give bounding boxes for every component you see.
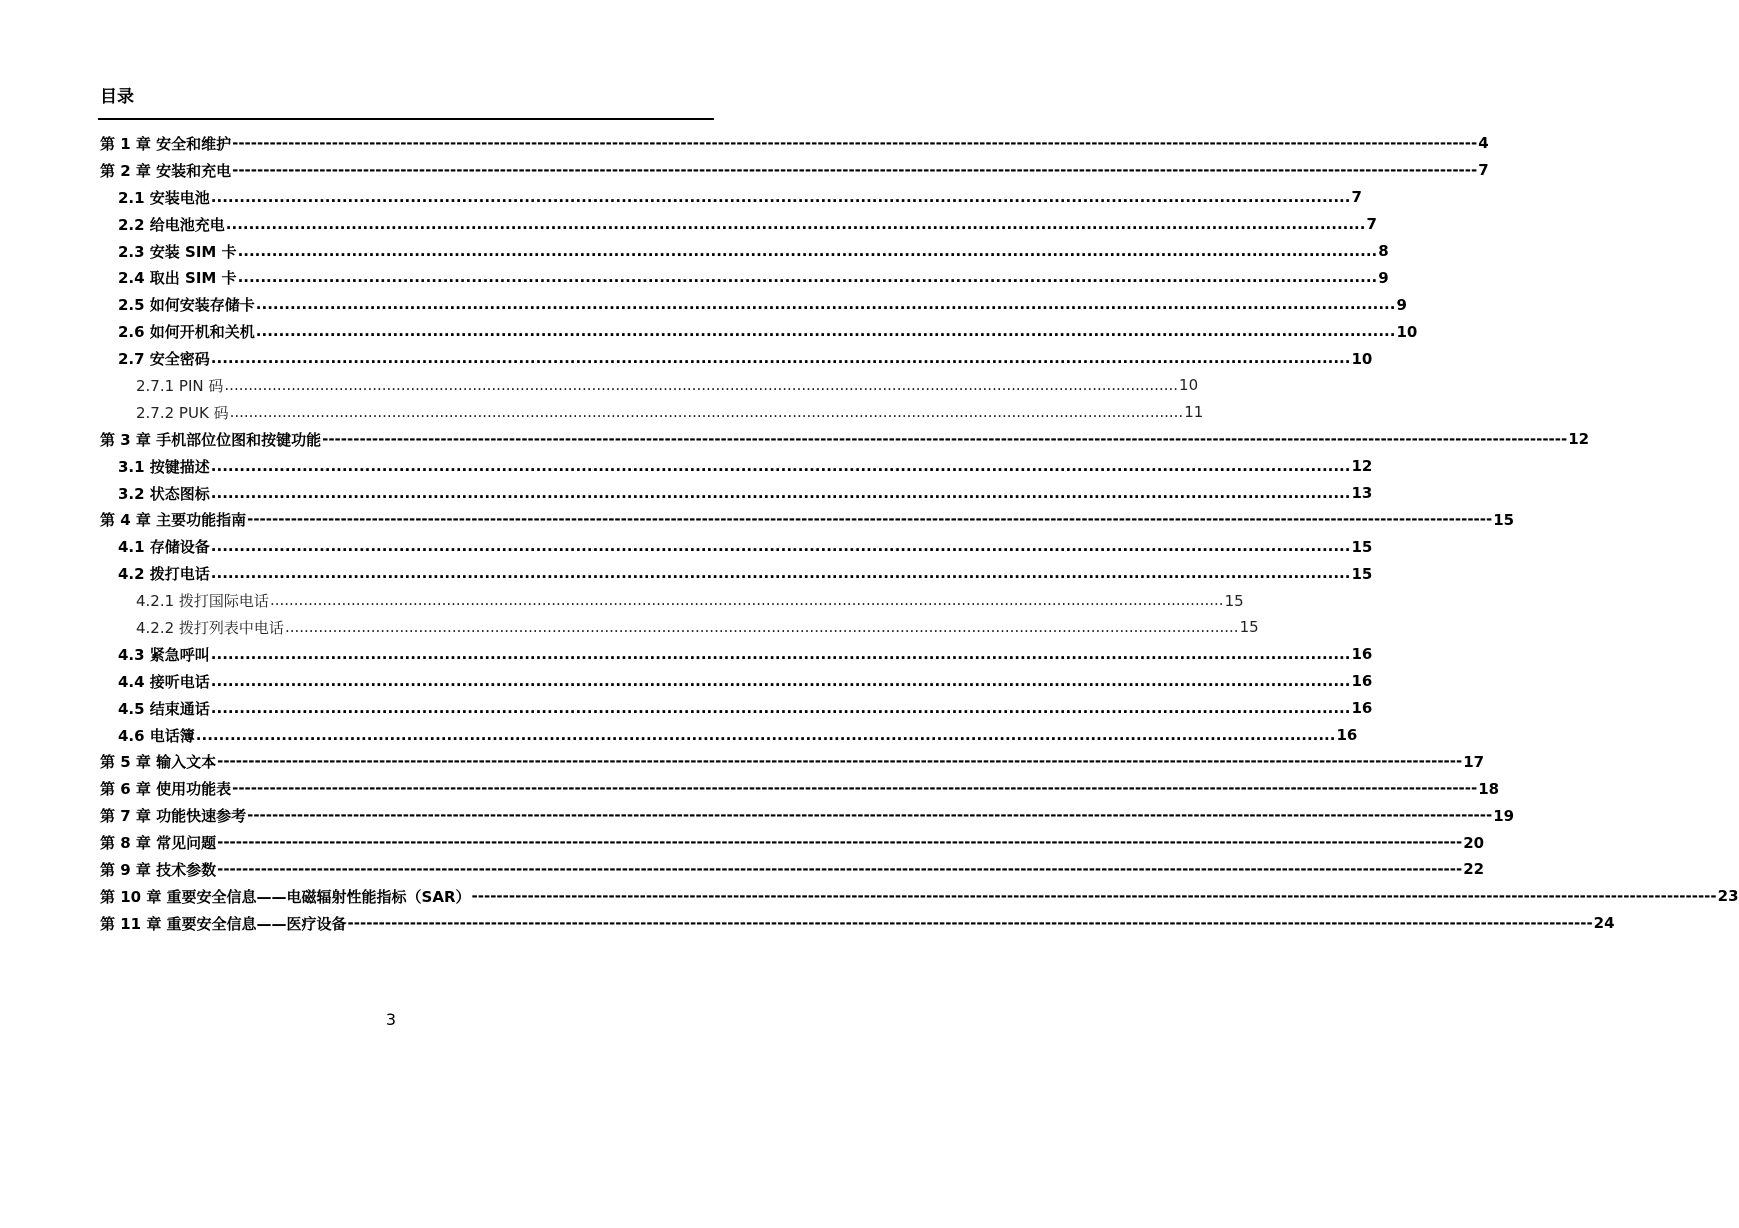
toc-entry-leader: ........................................................................................................................................................................................................ [225,214,1366,233]
toc-entry[interactable] [100,157,1489,184]
toc-entry-leader: ........................................................................................................................................................................................................ [284,617,1239,636]
toc-entry-page: 16 [1351,645,1373,664]
toc-entry-page: 13 [1351,484,1373,503]
toc-entry-leader: ........................................................................................................................................................................................................ [210,456,1351,475]
toc-entry-label: 2.7 安全密码 [118,350,210,369]
toc-entry-leader: -------------------------------------------------------------------------------------------------------------------------------------------------------------------------------------------------------- [347,913,1593,932]
toc-entry[interactable] [100,399,1204,426]
toc-entry-label: 第 7 章 功能快速参考 [100,807,247,826]
toc-entry-leader: ........................................................................................................................................................................................................ [224,375,1179,394]
toc-entry-leader: -------------------------------------------------------------------------------------------------------------------------------------------------------------------------------------------------------- [217,752,1463,771]
toc-entry-leader: ........................................................................................................................................................................................................ [210,349,1351,368]
toc-entry-page: 16 [1336,726,1358,745]
toc-entry[interactable] [100,560,1373,587]
toc-entry[interactable] [100,184,1362,211]
toc-entry[interactable] [100,587,1244,614]
toc-entry-page: 23 [1717,887,1739,906]
toc-entry-label: 4.3 紧急呼叫 [118,645,210,664]
toc-entry[interactable] [100,426,1590,453]
toc-entry-leader: ........................................................................................................................................................................................................ [210,698,1351,717]
toc-entry[interactable] [100,318,1418,345]
toc-entry-label: 4.4 接听电话 [118,672,210,691]
toc-entry[interactable] [100,829,1485,856]
toc-entry-leader: ........................................................................................................................................................................................................ [237,268,1378,287]
toc-entry-page: 12 [1568,430,1590,449]
toc-entry-label: 第 10 章 重要安全信息——电磁辐射性能指标（SAR） [100,887,471,906]
toc-entry-leader: -------------------------------------------------------------------------------------------------------------------------------------------------------------------------------------------------------- [232,160,1478,179]
toc-entry-leader: ........................................................................................................................................................................................................ [210,187,1351,206]
toc-entry[interactable] [100,480,1373,507]
toc-entry-page: 7 [1478,161,1489,180]
toc-entry[interactable] [100,856,1485,883]
toc-entry-leader: -------------------------------------------------------------------------------------------------------------------------------------------------------------------------------------------------------- [471,886,1717,905]
toc-entry-page: 9 [1378,268,1389,287]
toc-entry-label: 4.2.1 拨打国际电话 [136,592,269,611]
toc-entry-page: 11 [1184,403,1204,422]
toc-entry-page: 24 [1593,914,1615,933]
toc-entry-leader: ........................................................................................................................................................................................................ [195,725,1336,744]
toc-entry-label: 4.1 存储设备 [118,538,210,557]
toc-entry[interactable] [100,748,1485,775]
toc-entry-page: 7 [1351,188,1362,207]
toc-entry[interactable] [100,130,1489,157]
toc-entry-page: 7 [1366,215,1377,234]
toc-entry-label: 第 8 章 常见问题 [100,834,217,853]
toc-entry-leader: ........................................................................................................................................................................................................ [255,322,1396,341]
toc-entry[interactable] [100,775,1500,802]
toc-entry[interactable] [100,614,1259,641]
toc-entry[interactable] [100,883,1739,910]
toc-entry-page: 12 [1351,457,1373,476]
toc-entry-page: 15 [1224,591,1244,610]
toc-entry[interactable] [100,533,1373,560]
toc-entry[interactable] [100,345,1373,372]
toc-entry-leader: -------------------------------------------------------------------------------------------------------------------------------------------------------------------------------------------------------- [232,779,1478,798]
toc-entry[interactable] [100,722,1358,749]
toc-entry-page: 19 [1493,806,1515,825]
toc-entry-label: 第 1 章 安全和维护 [100,134,232,153]
toc-entry-label: 3.2 状态图标 [118,484,210,503]
toc-entry-leader: ........................................................................................................................................................................................................ [210,644,1351,663]
toc-entry[interactable] [100,506,1515,533]
toc-entry-page: 16 [1351,672,1373,691]
toc-entry-page: 15 [1351,564,1373,583]
toc-entry-label: 2.7.2 PUK 码 [136,403,229,422]
toc-entry[interactable] [100,695,1373,722]
toc-entry-label: 第 11 章 重要安全信息——医疗设备 [100,914,347,933]
toc-entry-label: 第 9 章 技术参数 [100,860,217,879]
toc-entry-leader: ........................................................................................................................................................................................................ [210,483,1351,502]
toc-entry-page: 15 [1493,510,1515,529]
toc-entry-page: 4 [1478,134,1489,153]
toc-entry-leader: ........................................................................................................................................................................................................ [210,564,1351,583]
toc-entry[interactable] [100,668,1373,695]
page-number: 3 [385,1010,397,1029]
toc-entry-leader: ........................................................................................................................................................................................................ [210,671,1351,690]
toc-entry-leader: ........................................................................................................................................................................................................ [269,591,1224,610]
toc-title: 目录 [100,87,134,107]
toc-entry-label: 2.5 如何安装存储卡 [118,296,255,315]
toc-entry-leader: -------------------------------------------------------------------------------------------------------------------------------------------------------------------------------------------------------- [247,806,1493,825]
toc-entry-label: 2.1 安装电池 [118,188,210,207]
toc-entry[interactable] [100,641,1373,668]
toc-entry-leader: -------------------------------------------------------------------------------------------------------------------------------------------------------------------------------------------------------- [247,510,1493,529]
toc-entry-page: 10 [1396,322,1418,341]
toc-entry[interactable] [100,264,1389,291]
toc-entry-page: 17 [1463,752,1485,771]
toc-entry-page: 16 [1351,699,1373,718]
toc-entry-page: 10 [1351,349,1373,368]
toc-entry-leader: ........................................................................................................................................................................................................ [210,537,1351,556]
toc-entry[interactable] [100,211,1377,238]
toc-entry[interactable] [100,238,1389,265]
toc-entry-leader: -------------------------------------------------------------------------------------------------------------------------------------------------------------------------------------------------------- [217,859,1463,878]
toc-entry-label: 4.5 结束通话 [118,699,210,718]
toc-entry[interactable] [100,910,1615,937]
toc-entry-label: 2.4 取出 SIM 卡 [118,269,237,288]
toc-entry-page: 8 [1378,242,1389,260]
toc-entry[interactable] [100,453,1373,480]
toc-entry-leader: ........................................................................................................................................................................................................ [237,241,1378,260]
toc-entry-label: 第 5 章 输入文本 [100,753,217,772]
toc-entry-label: 第 6 章 使用功能表 [100,780,232,799]
toc-entry-label: 4.2 拨打电话 [118,565,210,584]
toc-entry[interactable] [100,802,1515,829]
toc-entry-page: 9 [1396,295,1407,314]
toc-entry-leader: -------------------------------------------------------------------------------------------------------------------------------------------------------------------------------------------------------- [217,833,1463,852]
toc-entry-label: 4.6 电话簿 [118,726,195,745]
toc-entry-page: 10 [1179,376,1199,395]
table-of-contents [100,130,1739,937]
toc-entry-label: 2.7.1 PIN 码 [136,376,224,395]
toc-entry-label: 3.1 按键描述 [118,457,210,476]
toc-entry-leader: ........................................................................................................................................................................................................ [255,295,1396,314]
title-divider [98,118,714,120]
toc-entry-leader: ........................................................................................................................................................................................................ [229,402,1184,421]
toc-entry-label: 第 2 章 安装和充电 [100,161,232,180]
toc-entry-leader: -------------------------------------------------------------------------------------------------------------------------------------------------------------------------------------------------------- [322,429,1568,448]
toc-entry-leader: -------------------------------------------------------------------------------------------------------------------------------------------------------------------------------------------------------- [232,133,1478,152]
toc-entry-label: 第 3 章 手机部位位图和按键功能 [100,430,322,449]
toc-entry-label: 4.2.2 拨打列表中电话 [136,618,284,637]
toc-entry-page: 22 [1463,860,1485,879]
toc-entry-page: 20 [1463,833,1485,852]
toc-entry-page: 15 [1351,537,1373,556]
toc-entry-label: 2.3 安装 SIM 卡 [118,242,237,261]
toc-entry-page: 15 [1239,618,1259,637]
toc-entry[interactable] [100,372,1199,399]
toc-entry-page: 18 [1478,779,1500,798]
toc-entry-label: 2.6 如何开机和关机 [118,323,255,342]
toc-entry-label: 2.2 给电池充电 [118,215,225,234]
toc-entry-label: 第 4 章 主要功能指南 [100,511,247,530]
toc-entry[interactable] [100,291,1407,318]
